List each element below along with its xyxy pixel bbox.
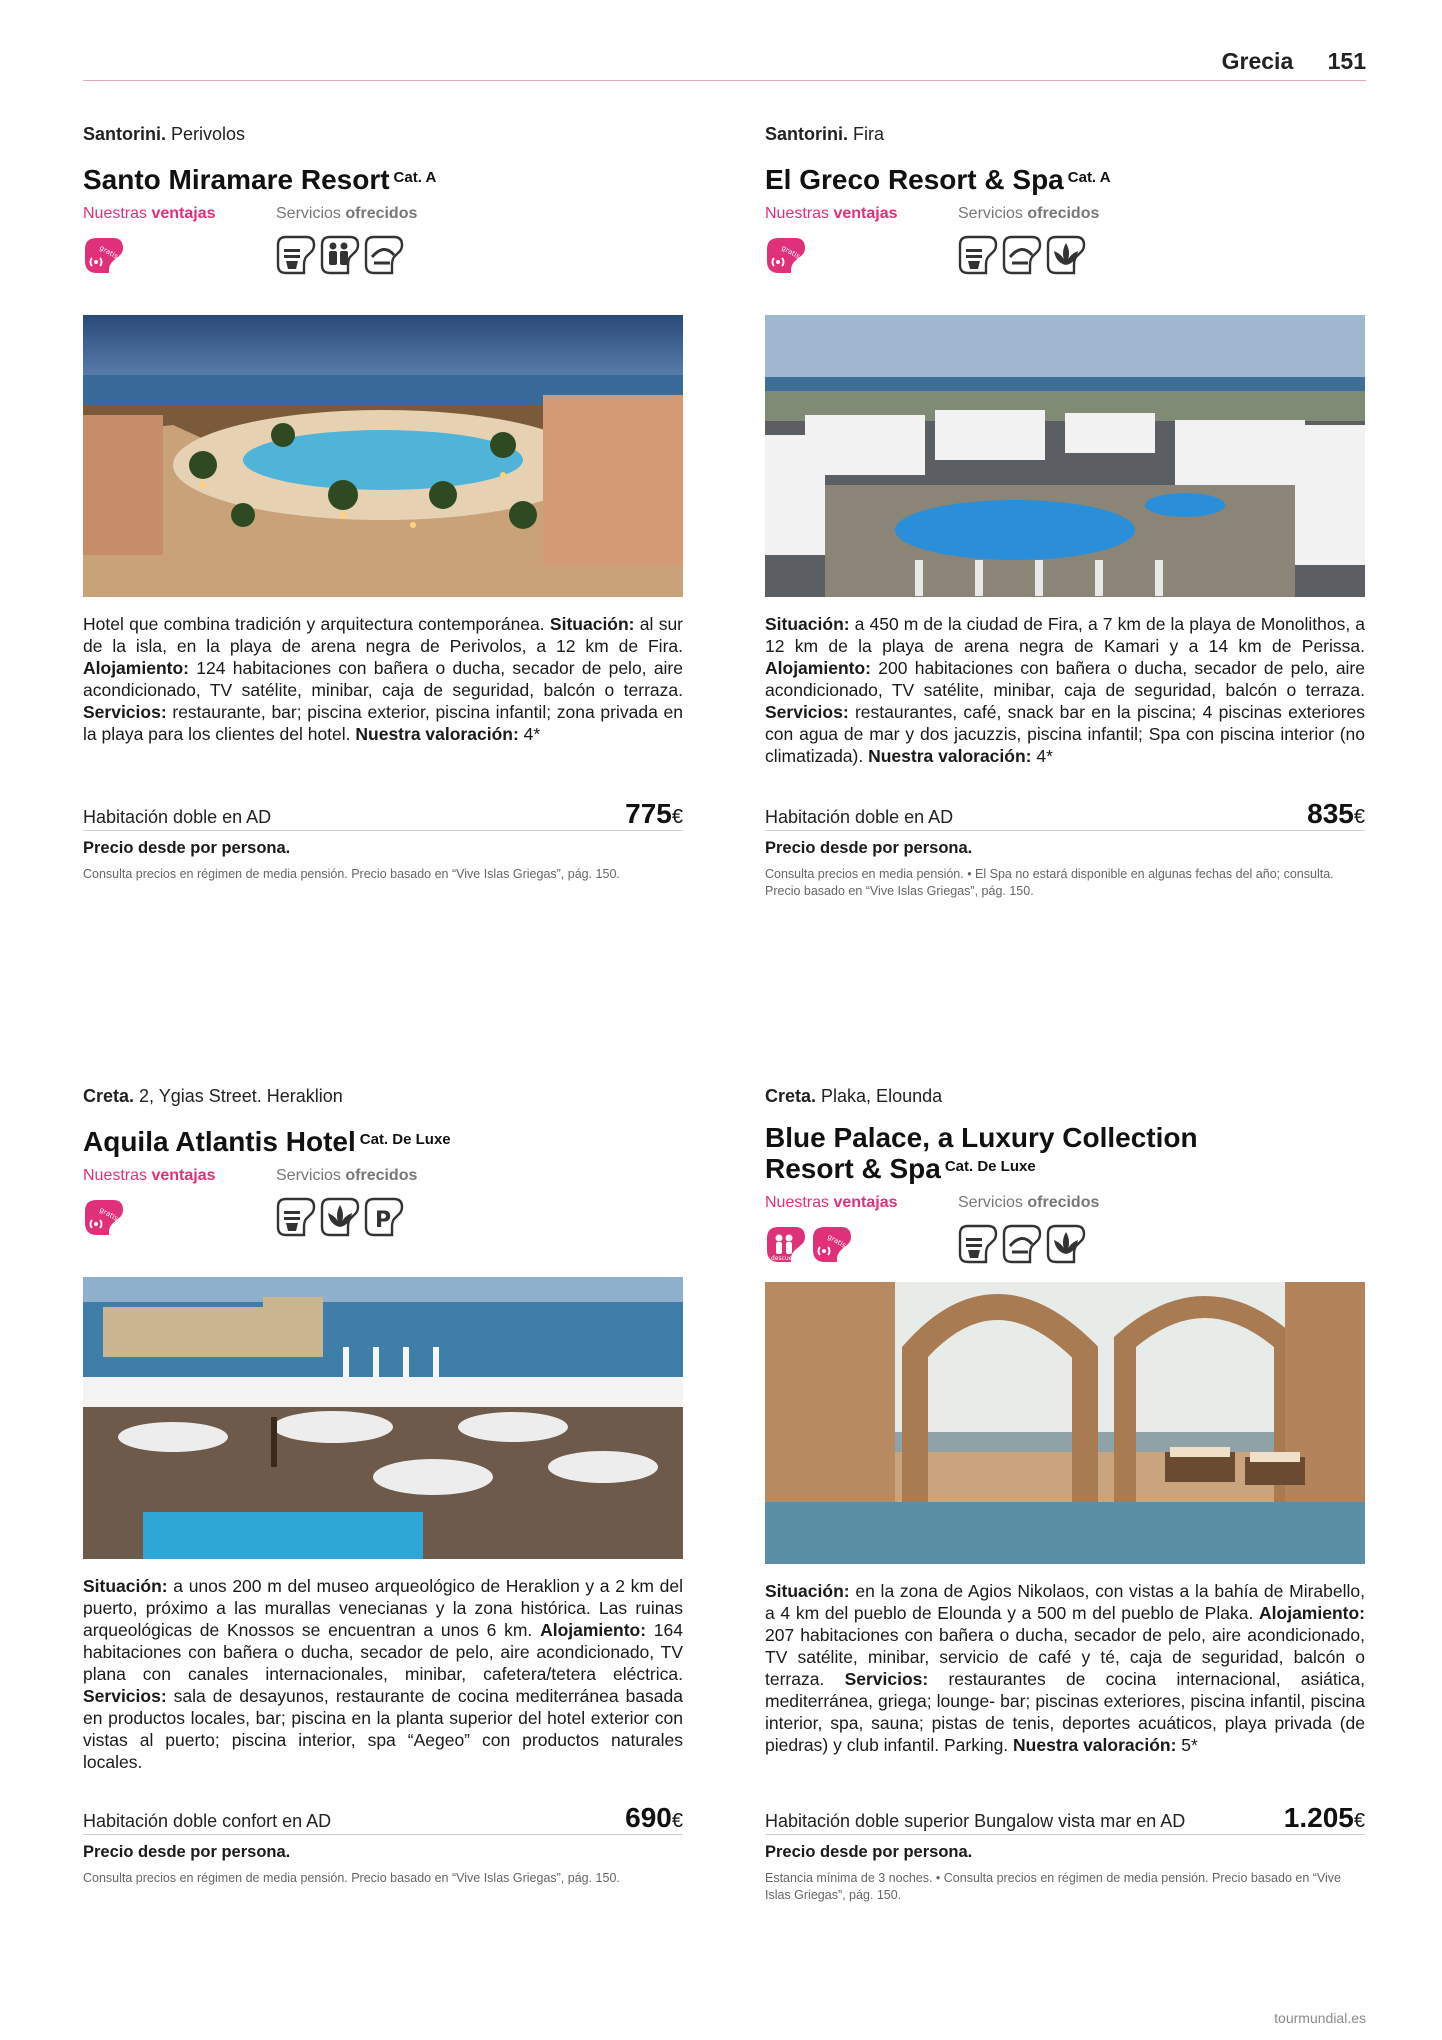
hotel-description	[83, 1575, 683, 1773]
desc-heading: Alojamiento:	[540, 1620, 647, 1640]
features-icons	[83, 235, 683, 277]
svg-text:gratis: gratis	[826, 1232, 848, 1250]
header-right	[1222, 48, 1366, 75]
desc-text: 5*	[1176, 1735, 1198, 1755]
hotel-card-el-greco	[765, 124, 1365, 767]
features-icons	[765, 1224, 1365, 1266]
price-from-label: Precio desde por persona.	[83, 1843, 291, 1861]
lotus-icon	[1046, 235, 1088, 277]
hotel-location	[765, 1086, 1365, 1108]
desc-text: en la zona de Agios Nikolaos, con vistas a la bahía de Mirabello, a 4 km del pueblo de Elounda y a 500 m del pueblo de Plaka.	[765, 1581, 1365, 1623]
price-notes: Consulta precios en régimen de media pensión. Precio basado en “Vive Islas Griegas”, pág. 150.	[83, 867, 620, 881]
kids-gratis-icon	[765, 1224, 807, 1266]
hotel-location	[765, 124, 1365, 146]
bar-icon	[958, 235, 1000, 277]
hotel-name	[765, 1122, 1365, 1184]
services-label: Servicios ofrecidos	[958, 205, 1100, 222]
price-notes: Consulta precios en media pensión. • El Spa no estará disponible en algunas fechas del año; consulta. Precio basado en “Vive Islas Griegas”, pág. 150.	[765, 867, 1334, 898]
desc-text: 124 habitaciones con bañera o ducha, secador de pelo, aire acondicionado, TV satélite, minibar, caja de seguridad, balcón o terraza.	[83, 658, 683, 700]
desc-text: restaurantes de cocina internacional, asiática, mediterránea, griega; lounge- bar; piscinas exteriores, piscina infantil, piscina interior, spa, sauna; pistas de tenis, deportes acuáticos, playa privada (de piedras) y club infantil. Parking.	[765, 1669, 1365, 1755]
bar-icon	[276, 235, 318, 277]
hotel-photo	[83, 315, 683, 597]
features-labels	[83, 205, 683, 229]
svg-text:descuento: descuento	[771, 1255, 803, 1262]
desc-text: a 450 m de la ciudad de Fira, a 7 km de la playa de Monolithos, a 12 km de la playa de arena negra de Kamari y a 14 km de Perissa.	[765, 614, 1365, 656]
price: 775€	[625, 798, 683, 829]
section-title: Grecia	[1221, 48, 1294, 74]
room-type: Habitación doble en AD	[83, 807, 272, 827]
svg-text:P: P	[375, 1208, 392, 1233]
desc-heading: Servicios:	[83, 1686, 167, 1706]
price-from-label: Precio desde por persona.	[765, 839, 973, 857]
hotel-location	[83, 124, 683, 146]
hotel-category: Cat. De Luxe	[944, 1158, 1036, 1175]
price-from-label: Precio desde por persona.	[83, 839, 291, 857]
price-block	[83, 1800, 683, 1887]
kids-club-icon	[320, 235, 362, 277]
desc-heading: Situación:	[765, 614, 850, 634]
hotel-name-text: Santo Miramare Resort	[83, 164, 390, 195]
svg-text:gratis: gratis	[98, 243, 120, 261]
desc-text: 4*	[1031, 746, 1053, 766]
room-type: Habitación doble superior Bungalow vista mar en AD	[765, 1811, 1186, 1831]
wifi-gratis-icon	[83, 1197, 125, 1239]
hotel-card-aquila-atlantis	[83, 1086, 683, 1773]
desc-text: 164 habitaciones con bañera o ducha, secador de pelo, aire acondicionado, TV plana con canales internacionales, minibar, cafetera/tetera eléctrica.	[83, 1620, 684, 1684]
desc-text: Hotel que combina tradición y arquitectura contemporánea.	[83, 614, 550, 634]
bar-icon	[958, 1224, 1000, 1266]
desc-heading: Alojamiento:	[83, 658, 189, 678]
desc-heading: Nuestra valoración:	[1013, 1735, 1177, 1755]
desc-heading: Alojamiento:	[765, 658, 871, 678]
price-block	[765, 796, 1365, 900]
parking-icon	[364, 1197, 406, 1239]
room-type: Habitación doble en AD	[765, 807, 954, 827]
hotel-name-text: Aquila Atlantis Hotel	[83, 1126, 356, 1157]
hotel-name-line2: Resort & Spa	[765, 1153, 941, 1184]
desc-text: al sur de la isla, en la playa de arena negra de Perivolos, a 12 km de Fira.	[83, 614, 684, 656]
hotel-description	[765, 613, 1365, 767]
wifi-gratis-icon	[765, 235, 807, 277]
hotel-location	[83, 1086, 683, 1108]
hotel-category: Cat. De Luxe	[359, 1131, 451, 1148]
price: 690€	[625, 1802, 683, 1833]
hotel-description	[765, 1580, 1365, 1756]
features-labels	[765, 205, 1365, 229]
hotel-name	[83, 164, 683, 195]
advantages-label: Nuestras ventajas	[83, 205, 216, 222]
services-label: Servicios ofrecidos	[958, 1194, 1100, 1211]
features-icons	[765, 235, 1365, 277]
svg-text:gratis: gratis	[98, 1205, 120, 1223]
spa-icon	[1002, 235, 1044, 277]
room-type: Habitación doble confort en AD	[83, 1811, 332, 1831]
desc-heading: Situación:	[765, 1581, 850, 1601]
services-label: Servicios ofrecidos	[276, 1167, 418, 1184]
svg-text:gratis: gratis	[780, 243, 802, 261]
lotus-icon	[320, 1197, 362, 1239]
services-label: Servicios ofrecidos	[276, 205, 418, 222]
advantages-label: Nuestras ventajas	[765, 1194, 898, 1211]
desc-heading: Nuestra valoración:	[355, 724, 519, 744]
hotel-name	[765, 164, 1365, 195]
features-labels	[765, 1194, 1365, 1218]
price-from-label: Precio desde por persona.	[765, 1843, 973, 1861]
price-notes: Consulta precios en régimen de media pensión. Precio basado en “Vive Islas Griegas”, pág. 150.	[83, 1871, 620, 1885]
footer-site: tourmundial.es	[1274, 2010, 1366, 2026]
hotel-name-line1: Blue Palace, a Luxury Collection	[765, 1122, 1198, 1153]
bar-icon	[276, 1197, 318, 1239]
features-icons	[83, 1197, 683, 1239]
lotus-icon	[1046, 1224, 1088, 1266]
price: 835€	[1307, 798, 1365, 829]
hotel-name-text: El Greco Resort & Spa	[765, 164, 1064, 195]
hotel-photo	[83, 1277, 683, 1559]
price-notes: Estancia mínima de 3 noches. • Consulta precios en régimen de media pensión. Precio basado en “Vive Islas Griegas”, pág. 150.	[765, 1871, 1342, 1902]
desc-text: sala de desayunos, restaurante de cocina mediterránea basada en productos locales, bar; piscina en la planta superior del hotel exterior con vistas al puerto; piscina interior, spa “Aegeo” con productos naturales locales.	[83, 1686, 683, 1772]
desc-heading: Situación:	[549, 614, 635, 634]
location-region: Creta.	[765, 1086, 817, 1106]
advantages-label: Nuestras ventajas	[83, 1167, 216, 1184]
location-region: Santorini.	[765, 124, 849, 144]
hotel-category: Cat. A	[1067, 169, 1111, 186]
location-place: Perivolos	[166, 124, 246, 144]
desc-heading: Servicios:	[83, 702, 167, 722]
features-labels	[83, 1167, 683, 1191]
desc-heading: Servicios:	[765, 702, 849, 722]
location-region: Creta.	[83, 1086, 135, 1106]
hotel-photo	[765, 1282, 1365, 1564]
wifi-gratis-icon	[811, 1224, 853, 1266]
location-place: Plaka, Elounda	[816, 1086, 943, 1106]
price-block	[765, 1800, 1365, 1904]
price-block	[83, 796, 683, 883]
location-place: Fira	[848, 124, 885, 144]
wifi-gratis-icon	[83, 235, 125, 277]
advantages-label: Nuestras ventajas	[765, 205, 898, 222]
desc-text: 200 habitaciones con bañera o ducha, secador de pelo, aire acondicionado, TV satélite, minibar, caja de seguridad, balcón o terraza.	[765, 658, 1365, 700]
page-number: 151	[1327, 48, 1366, 74]
desc-text: a unos 200 m del museo arqueológico de Heraklion y a 2 km del puerto, próximo a las murallas venecianas y la zona histórica. Las ruinas arqueológicas de Knossos se encuentran a unos 6 km.	[83, 1576, 683, 1640]
hotel-description	[83, 613, 683, 745]
hotel-card-santo-miramare	[83, 124, 683, 745]
desc-text: 207 habitaciones con bañera o ducha, secador de pelo, aire acondicionado, TV satélite, minibar, servicio de café y té, caja de seguridad, balcón o terraza.	[765, 1625, 1365, 1689]
page-header	[83, 48, 1366, 81]
desc-heading: Alojamiento:	[1259, 1603, 1365, 1623]
price: 1.205€	[1283, 1802, 1365, 1833]
hotel-photo	[765, 315, 1365, 597]
location-region: Santorini.	[83, 124, 167, 144]
desc-text: restaurante, bar; piscina exterior, piscina infantil; zona privada en la playa para los clientes del hotel.	[83, 702, 683, 744]
desc-text: 4*	[518, 724, 541, 744]
desc-heading: Servicios:	[844, 1669, 929, 1689]
spa-icon	[1002, 1224, 1044, 1266]
hotel-category: Cat. A	[393, 169, 437, 186]
hotel-card-blue-palace	[765, 1086, 1365, 1756]
location-place: 2, Ygias Street. Heraklion	[134, 1086, 343, 1106]
hotel-name	[83, 1126, 683, 1157]
spa-icon	[364, 235, 406, 277]
desc-heading: Nuestra valoración:	[868, 746, 1032, 766]
desc-text: restaurantes, café, snack bar en la piscina; 4 piscinas exteriores con agua de mar y dos jacuzzis, piscina infantil; Spa con piscina interior (no climatizada).	[765, 702, 1365, 766]
desc-heading: Situación:	[83, 1576, 168, 1596]
